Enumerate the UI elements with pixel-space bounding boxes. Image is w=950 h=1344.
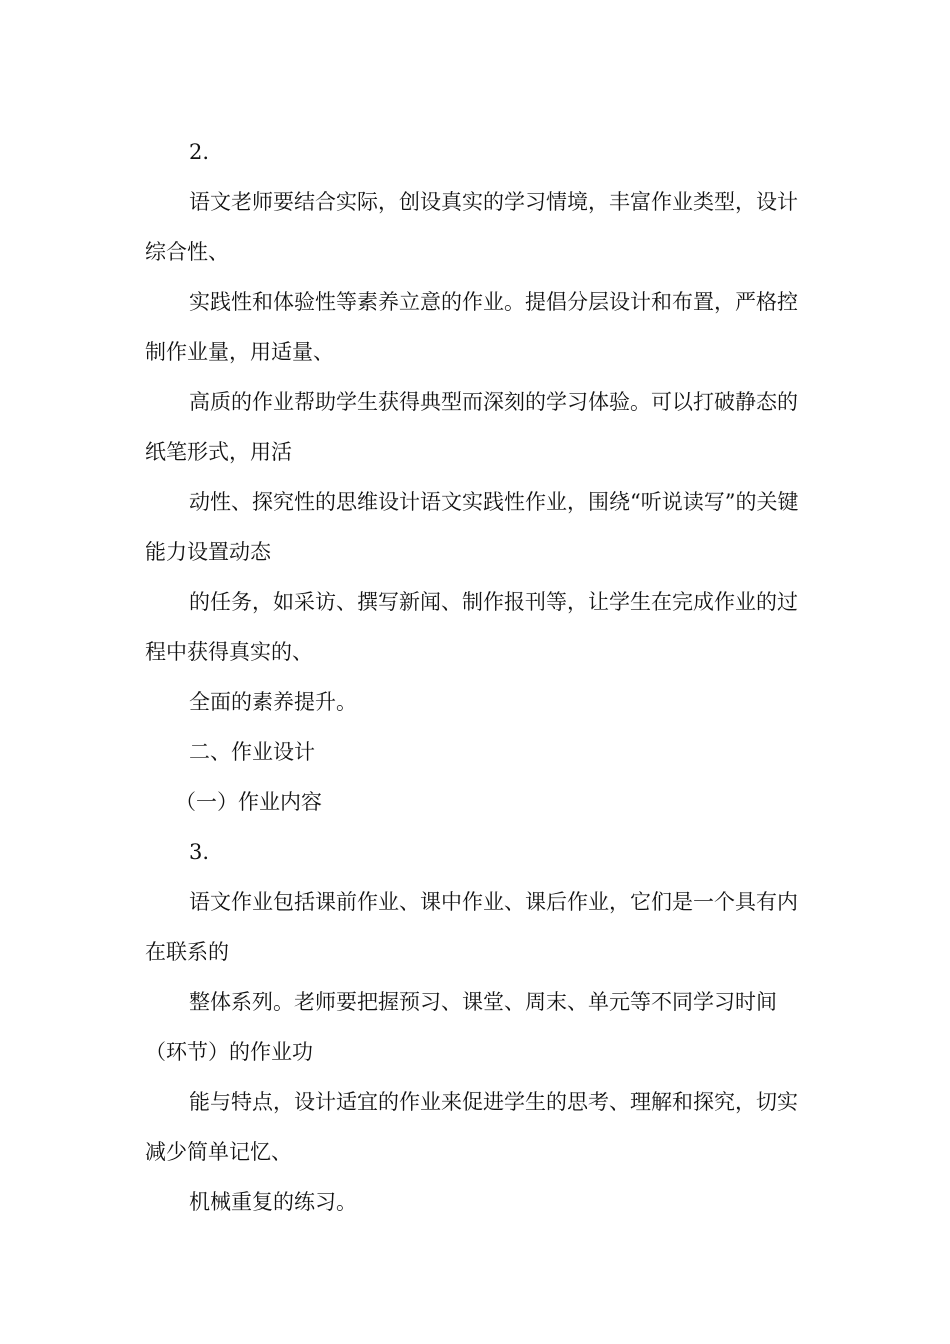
paragraph: 动性、探究性的思维设计语文实践性作业，围绕“听说读写”的关键能力设置动态 (145, 490, 799, 564)
paragraph: 语文作业包括课前作业、课中作业、课后作业，它们是一个具有内在联系的 (145, 890, 798, 964)
paragraph: 高质的作业帮助学生获得典型而深刻的学习体验。可以打破静态的纸笔形式，用活 (145, 390, 798, 464)
paragraph-number-2: 2. (189, 140, 210, 164)
paragraph: 实践性和体验性等素养立意的作业。提倡分层设计和布置，严格控制作业量，用适量、 (145, 290, 798, 364)
paragraph: 能与特点，设计适宜的作业来促进学生的思考、理解和探究，切实减少简单记忆、 (145, 1090, 798, 1164)
paragraph: 机械重复的练习。 (189, 1190, 357, 1214)
paragraph: 语文老师要结合实际，创设真实的学习情境，丰富作业类型，设计综合性、 (145, 190, 798, 264)
paragraph: 全面的素养提升。 (189, 690, 357, 714)
paragraph: 的任务，如采访、撰写新闻、制作报刊等，让学生在完成作业的过程中获得真实的、 (145, 590, 798, 664)
paragraph: 整体系列。老师要把握预习、课堂、周末、单元等不同学习时间（环节）的作业功 (145, 990, 777, 1064)
section-heading: 二、作业设计 (189, 740, 315, 764)
paragraph-number-3: 3. (189, 840, 210, 864)
subsection-heading: （一）作业内容 (175, 790, 322, 814)
